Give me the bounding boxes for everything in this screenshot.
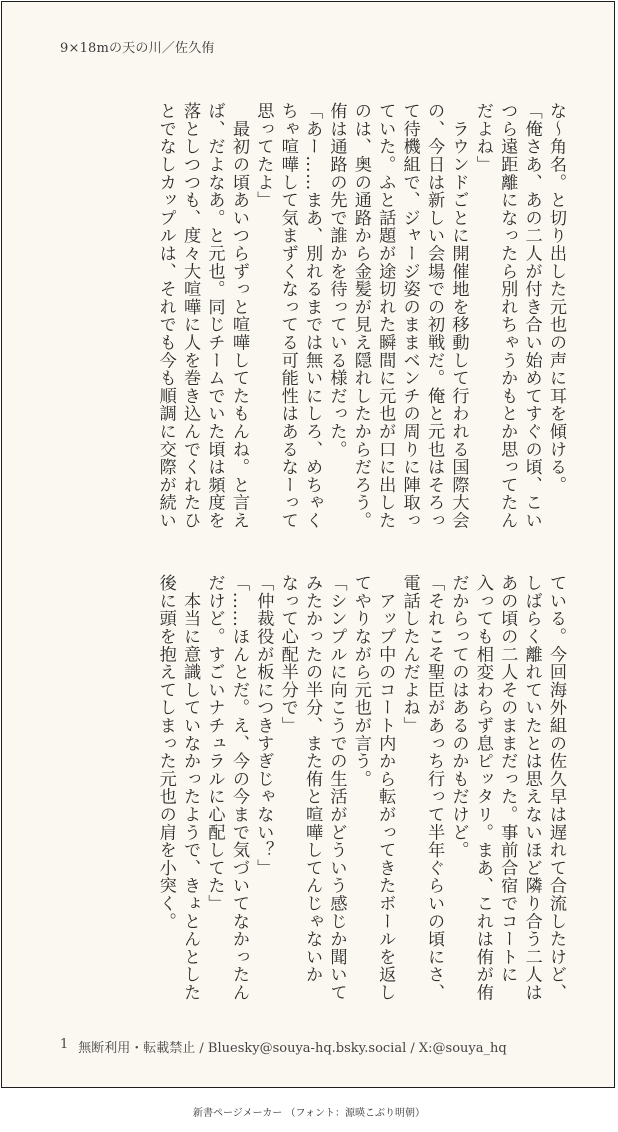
- text-column: て待機組で、ジャージ姿のままベンチの周りに陣取っ: [399, 102, 420, 530]
- text-column: なって心配半分で」: [277, 574, 298, 735]
- text-column: だよね」: [472, 102, 493, 174]
- text-column: 「仲裁役が板につきすぎじゃない？」: [253, 574, 274, 877]
- text-column: 電話したんだよね」: [399, 574, 420, 735]
- text-column: 思ってたよ」: [253, 102, 274, 209]
- text-column: の、今日は新しい会場での初戦だ。俺と元也はそろっ: [424, 102, 445, 530]
- text-column: 後に頭を抱えてしまった元也の肩を小突く。: [155, 574, 176, 930]
- text-column: 落としつつも、度々大喧嘩に人を巻き込んでくれたひ: [180, 102, 201, 530]
- page-number: 1: [60, 1037, 69, 1052]
- text-column: ちゃ喧嘩して気まずくなってる可能性はあるなーって: [277, 102, 298, 530]
- text-column: アップ中のコート内から転がってきたボールを返し: [375, 574, 396, 1002]
- upper-text-block: [54, 102, 568, 532]
- text-column: 「シンプルに向こうでの生活がどういう感じか聞いて: [326, 574, 347, 1002]
- text-column: あの頃の二人そのままだった。事前合宿でコートに: [497, 574, 518, 984]
- page-title: 9×18mの天の川／佐久侑: [60, 41, 215, 56]
- text-column: みたかったの半分、また侑と喧嘩してんじゃないか: [302, 574, 323, 984]
- text-column: 入っても相変わらず息ピッタリ。まあ、これは侑が侑: [472, 574, 493, 1002]
- page-footer: [60, 1037, 507, 1056]
- text-column: ラウンドごとに開催地を移動して行われる国際大会: [448, 102, 469, 530]
- generator-credit: 新書ページメーカー （フォント：源暎こぶり明朝）: [193, 1108, 425, 1119]
- text-column: てやりながら元也が言う。: [350, 574, 371, 788]
- text-column: 本当に意識していなかったようで、きょとんとした: [180, 574, 201, 1002]
- book-page: [1, 1, 615, 1088]
- text-column: 「俺さあ、あの二人が付き合い始めてすぐの頃、こい: [521, 102, 542, 530]
- text-column: 最初の頃あいつらずっと喧嘩してたもんね。と言え: [228, 102, 249, 530]
- text-column: だけど。すごいナチュラルに心配してた」: [204, 574, 225, 913]
- text-column: とでなしカップルは、それでも今も順調に交際が続い: [155, 102, 176, 530]
- text-column: ば、だよなあ。と元也。同じチームでいた頃は頻度を: [204, 102, 225, 530]
- text-column: 「それこそ聖臣があっち行って半年ぐらいの頃にさ、: [424, 574, 445, 1002]
- text-column: つら遠距離になったら別れちゃうかもとか思ってたん: [497, 102, 518, 530]
- text-column: 「……ほんとだ。え、今の今まで気づいてなかったん: [228, 574, 249, 1002]
- text-column: 「あー……まあ、別れるまでは無いにしろ、めちゃく: [302, 102, 323, 530]
- text-column: のは、奥の通路から金髪が見え隠れしたからだろう。: [350, 102, 371, 530]
- lower-text-block: [54, 574, 568, 1014]
- usage-notice: 無断利用・転載禁止 / Bluesky@souya-hq.bsky.social / X:@souya_hq: [78, 1041, 507, 1056]
- text-column: ていた。ふと話題が途切れた瞬間に元也が口に出した: [375, 102, 396, 530]
- text-column: な〜角名。と切り出した元也の声に耳を傾ける。: [546, 102, 566, 494]
- text-column: 侑は通路の先で誰かを待っている様だった。: [326, 102, 347, 458]
- text-column: しばらく離れていたとは思えないほど隣り合う二人は: [521, 574, 542, 1002]
- text-column: ている。今回海外組の佐久早は遅れて合流したけど、: [546, 574, 566, 1002]
- text-column: だからってのはあるのかもだけど。: [448, 574, 469, 859]
